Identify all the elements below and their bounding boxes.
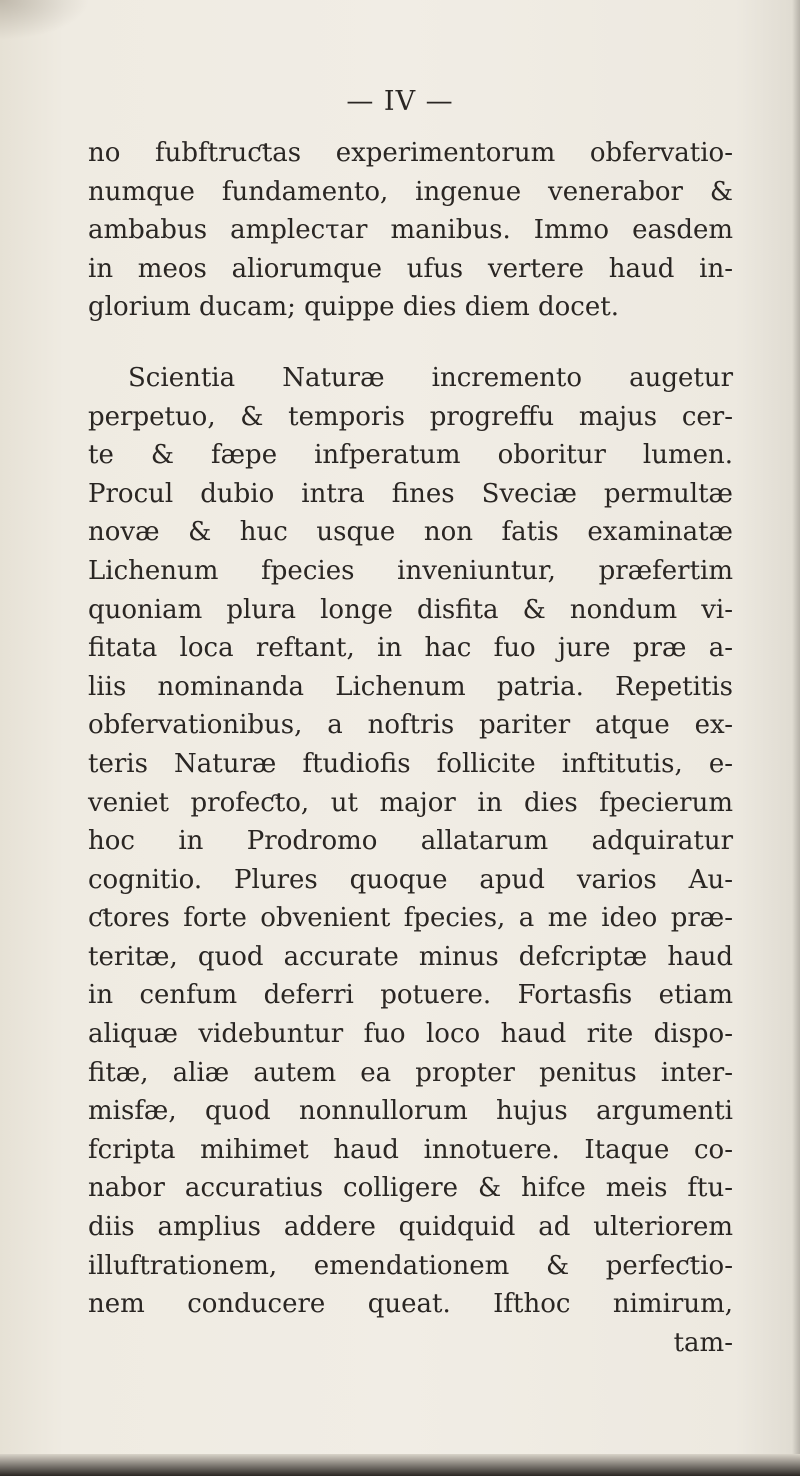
- paragraph-2: [88, 359, 733, 1362]
- text-line: quoniam plura longe disfita & nondum vi-: [88, 594, 733, 625]
- text-line: fitæ, aliæ autem ea propter penitus inter-: [88, 1057, 733, 1088]
- text-line: glorium ducam; quippe dies diem docet.: [88, 292, 619, 323]
- text-line: liis nominanda Lichenum patria. Repetitis: [88, 671, 733, 702]
- text-line: novæ & huc usque non fatis examinatæ: [88, 517, 733, 548]
- text-line: teritæ, quod accurate minus defcriptæ haud: [88, 941, 733, 972]
- text-line: Scientia Naturæ incremento augetur: [128, 362, 733, 393]
- text-line: in meos aliorumque ufus vertere haud in-: [88, 253, 733, 284]
- text-line: te & fæpe infperatum oboritur lumen.: [88, 440, 733, 471]
- text-line: cognitio. Plures quoque apud varios Au-: [88, 864, 733, 895]
- text-line: Procul dubio intra fines Sveciæ permultæ: [88, 478, 733, 509]
- text-line: misfæ, quod nonnullorum hujus argumenti: [88, 1096, 733, 1127]
- text-line: teris Naturæ ftudiofis follicite inftitutis, e-: [88, 748, 733, 779]
- page-number-header: — IV —: [346, 86, 454, 117]
- text-line: aliquæ videbuntur fuo loco haud rite dispo-: [88, 1019, 733, 1050]
- text-line: hoc in Prodromo allatarum adquiratur: [88, 826, 733, 857]
- text-line: fitata loca reftant, in hac fuo jure præ a-: [88, 633, 733, 664]
- text-line: ambabus amplecτar manibus. Immo easdem: [88, 215, 733, 246]
- paragraph-gap: [88, 327, 733, 359]
- text-line: veniet profeƈto, ut major in dies fpecierum: [88, 787, 733, 818]
- page-right-edge: [792, 0, 800, 1476]
- catchword: tam-: [673, 1327, 733, 1358]
- text-line: Lichenum fpecies inveniuntur, præfertim: [88, 555, 733, 586]
- text-line: fcripta mihimet haud innotuere. Itaque co-: [88, 1134, 733, 1165]
- text-line: obfervationibus, a noftris pariter atque ex-: [88, 710, 733, 741]
- text-line: in cenfum deferri potuere. Fortasfis etiam: [88, 980, 733, 1011]
- text-line: no fubftruƈtas experimentorum obfervatio-: [88, 138, 733, 168]
- text-line: ƈtores forte obvenient fpecies, a me ideo præ-: [88, 903, 733, 934]
- text-line: nem conducere queat. Ifthoc nimirum,: [88, 1289, 733, 1320]
- page-bottom-edge: [0, 1454, 800, 1476]
- text-line: nabor accuratius colligere & hifce meis ftu-: [88, 1173, 733, 1204]
- page-text: [88, 134, 733, 1362]
- text-line: numque fundamento, ingenue venerabor &: [88, 176, 733, 207]
- text-line: perpetuo, & temporis progreffu majus cer-: [88, 401, 733, 432]
- paragraph-1: [88, 134, 733, 327]
- text-line: diis amplius addere quidquid ad ulteriorem: [88, 1212, 733, 1243]
- text-line: illuftrationem, emendationem & perfeƈtio-: [88, 1250, 733, 1281]
- page-corner-shadow: [0, 0, 90, 40]
